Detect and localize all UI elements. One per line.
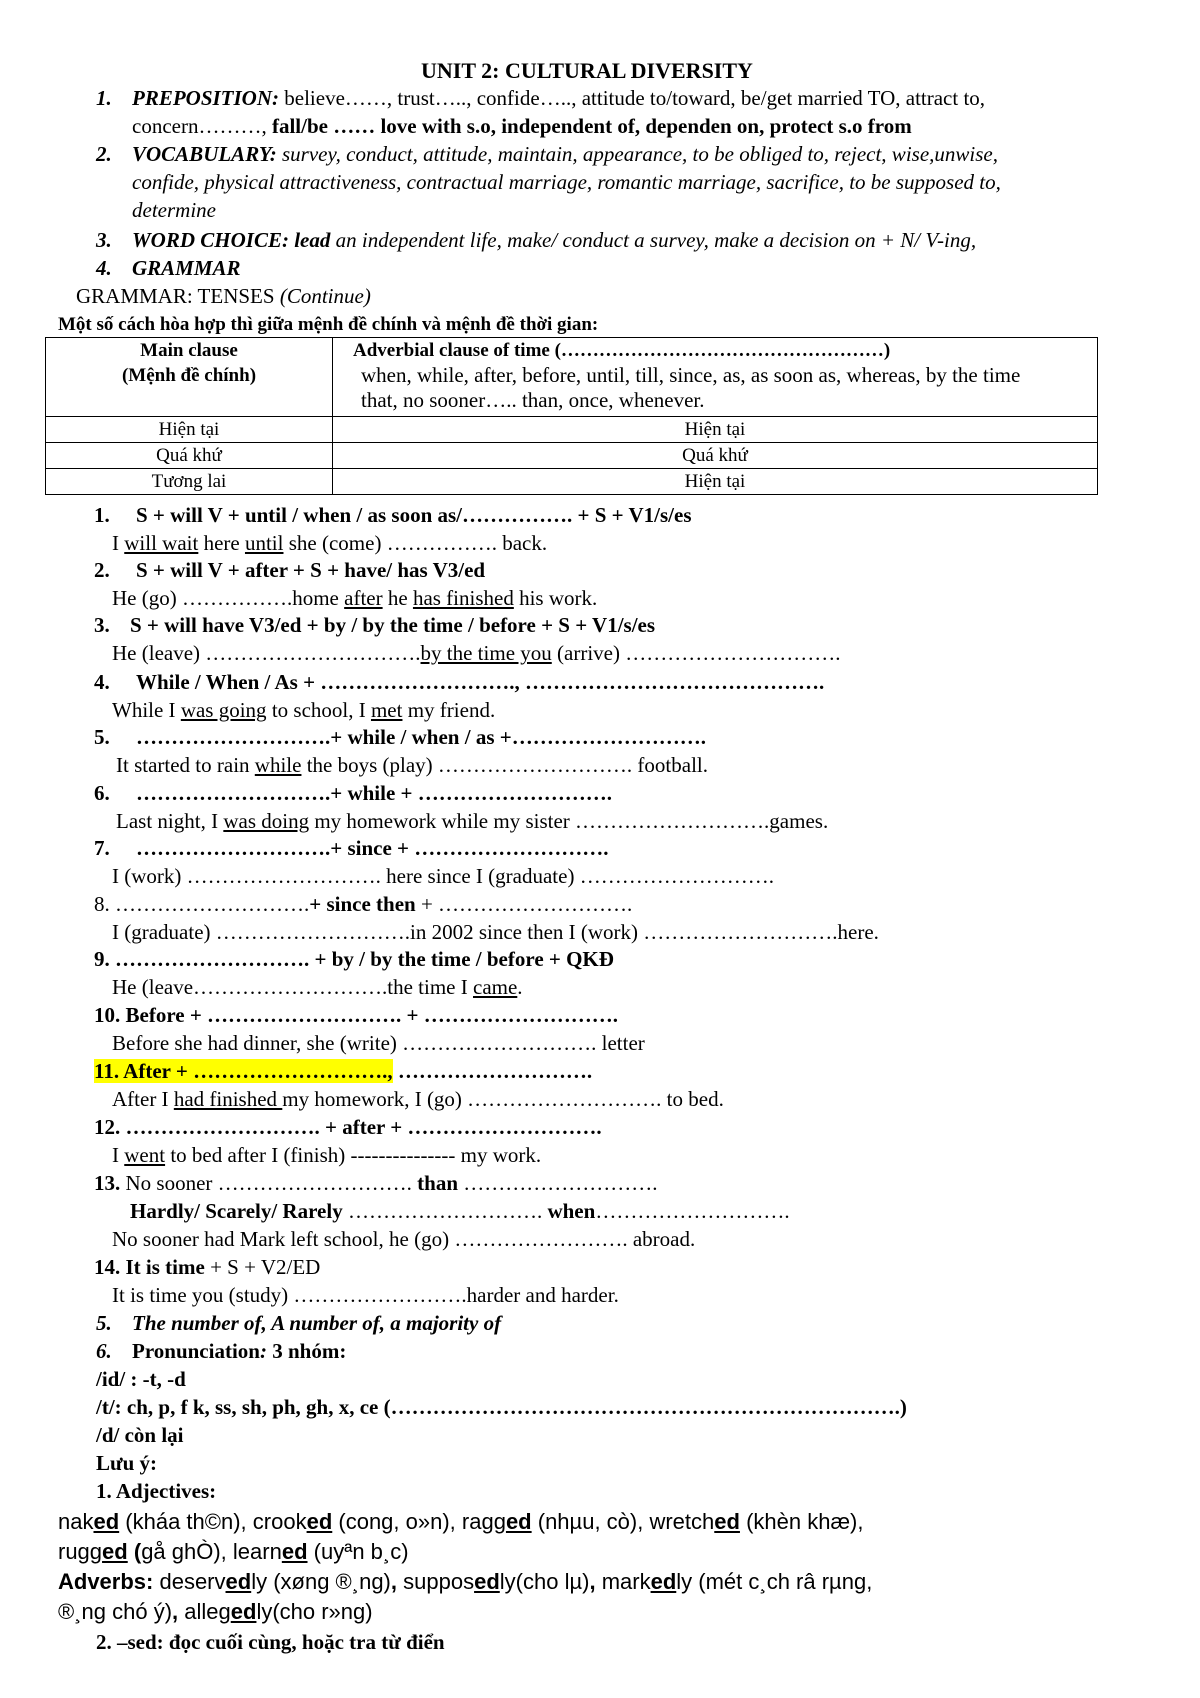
- section-number: 5.: [96, 1311, 112, 1335]
- example-3: He (leave) ………………………….by the time you (arrive) ………………………….: [112, 641, 841, 665]
- section-label: VOCABULARY:: [132, 142, 277, 166]
- table-row: [46, 443, 1098, 469]
- grammar-heading-text: GRAMMAR: TENSES: [76, 284, 280, 308]
- example-11: After I had finished my homework, I (go) ………………………. to bed.: [112, 1087, 724, 1111]
- formula-number: 10.: [94, 1003, 121, 1027]
- header-main-clause: [46, 338, 333, 417]
- section-text: survey, conduct, attitude, maintain, appearance, to be obliged to, reject, wise,unwise,: [276, 142, 998, 166]
- section-number: 2.: [96, 142, 112, 166]
- section-label: Pronunciation: [132, 1339, 260, 1363]
- page-title: UNIT 2: CULTURAL DIVERSITY: [421, 58, 753, 83]
- grammar-heading: [76, 283, 371, 310]
- section-word-choice: [96, 227, 976, 254]
- formula-number: 14.: [94, 1255, 121, 1279]
- formula-3: [94, 612, 655, 639]
- formula-10: [94, 1002, 618, 1029]
- formula-text: While / When / As + ………………………., …………………………………….: [136, 670, 825, 694]
- example-8: I (graduate) ……………………….in 2002 since then I (work) ……………………….here.: [112, 920, 879, 944]
- formula-text: ……………………….+ while / when / as +……………………….: [136, 725, 706, 749]
- formula-text: S + will have V3/ed + by / by the time / before + S + V1/s/es: [130, 613, 656, 637]
- formula-text: ………………………. + after + ……………………….: [120, 1115, 602, 1139]
- example-12: I went to bed after I (finish) --------------- my work.: [112, 1143, 542, 1167]
- adjectives-heading: 1. Adjectives:: [96, 1479, 217, 1503]
- pron-note: Lưu ý:: [96, 1451, 158, 1475]
- section-number: 3.: [96, 228, 112, 252]
- formula-8: 8. ……………………….+ since then + ……………………….: [94, 892, 633, 916]
- header-main-clause-sub: (Mệnh đề chính): [121, 365, 257, 386]
- formula-number: 4.: [94, 670, 110, 694]
- formula-number: 8.: [94, 892, 110, 916]
- header-main-clause-label: Main clause: [140, 340, 238, 361]
- adverbs-line-1: Adverbs: deservedly (xøng ®¸ng), supposedly(cho lµ), markedly (mét c¸ch râ rµng,: [58, 1569, 873, 1594]
- example-4: While I was going to school, I met my friend.: [112, 698, 496, 722]
- example-2: He (go) …………….home after he has finished his work.: [112, 586, 598, 610]
- formula-number: 3.: [94, 613, 110, 637]
- example-13: No sooner had Mark left school, he (go) ……………………. abroad.: [112, 1227, 696, 1251]
- formula-12: [94, 1114, 602, 1141]
- section-preposition-line2: [132, 113, 912, 140]
- section-vocabulary-line2: confide, physical attractiveness, contractual marriage, romantic marriage, sacrifice, to be supposed to,: [132, 170, 1001, 194]
- formula-4: [94, 669, 824, 696]
- section-text: an independent life, make/ conduct a survey, make a decision on + N/ V-ing,: [330, 228, 977, 252]
- section-number: 6.: [96, 1339, 112, 1363]
- formula-text: ……………………….+ since + ……………………….: [136, 836, 609, 860]
- formula-text: S + will V + after + S + have/ has V3/ed: [136, 558, 486, 582]
- header-adverbial-list: when, while, after, before, until, till, since, as, as soon as, whereas, by the time: [361, 363, 1021, 387]
- formula-number: 12.: [94, 1115, 121, 1139]
- section-vocabulary: [96, 141, 998, 168]
- cell-main: Hiện tại: [46, 417, 333, 443]
- table-header-row: [46, 338, 1098, 417]
- section-number-of: [96, 1310, 501, 1337]
- formula-2: [94, 557, 485, 584]
- section-number: 1.: [96, 86, 112, 110]
- example-1: I will wait here until she (come) ……………. back.: [112, 531, 548, 555]
- formula-number: 5.: [94, 725, 110, 749]
- table-row: [46, 469, 1098, 495]
- section-preposition: [96, 85, 985, 112]
- sed-note: 2. –sed: đọc cuối cùng, hoặc tra từ điển: [96, 1630, 445, 1654]
- section-label: PREPOSITION:: [132, 86, 280, 110]
- section-text: The number of, A number of, a majority of: [132, 1311, 502, 1335]
- formula-number: 9.: [94, 947, 110, 971]
- example-9: He (leave……………………….the time I came.: [112, 975, 523, 999]
- table-intro: Một số cách hòa hợp thì giữa mệnh đề chính và mệnh đề thời gian:: [58, 314, 599, 335]
- cell-adverbial: Hiện tại: [333, 417, 1098, 443]
- formula-text: ………………………. + by / by the time / before + QKĐ: [109, 947, 614, 971]
- formula-text: S + will V + until / when / as soon as/……………. + S + V1/s/es: [136, 503, 692, 527]
- example-7: I (work) ………………………. here since I (graduate) ……………………….: [112, 864, 774, 888]
- formula-14: 14. It is time + S + V2/ED: [94, 1255, 321, 1279]
- formula-number: 6.: [94, 781, 110, 805]
- section-grammar: [96, 255, 241, 282]
- formula-number: 11.: [94, 1059, 120, 1083]
- example-6: Last night, I was doing my homework while my sister ……………………….games.: [116, 809, 829, 833]
- formula-5: [94, 724, 706, 751]
- tense-agreement-table: [45, 337, 1098, 495]
- formula-number: 13.: [94, 1171, 121, 1195]
- cell-main: Tương lai: [46, 469, 333, 495]
- example-5: It started to rain while the boys (play) ………………………. football.: [116, 753, 708, 777]
- section-text: believe……, trust….., confide….., attitude to/toward, be/get married TO, attract to,: [279, 86, 986, 110]
- example-10: Before she had dinner, she (write) ………………………. letter: [112, 1031, 645, 1055]
- section-number: 4.: [96, 256, 112, 280]
- section-text: concern………,: [132, 114, 272, 138]
- section-text-bold: fall/be …… love with s.o, independent of, dependen on, protect s.o from: [271, 114, 912, 138]
- example-14: It is time you (study) …………………….harder and harder.: [112, 1283, 619, 1307]
- formula-number: 7.: [94, 836, 110, 860]
- grammar-heading-note: (Continue): [279, 284, 371, 308]
- formula-7: [94, 835, 609, 862]
- formula-text-highlighted: After + ……………………….,: [119, 1059, 393, 1083]
- header-adverbial-clause: [333, 338, 1098, 417]
- table-row: [46, 417, 1098, 443]
- formula-13b: Hardly/ Scarely/ Rarely ………………………. when……………………….: [130, 1199, 790, 1223]
- section-vocabulary-line3: determine: [132, 198, 216, 222]
- section-label: GRAMMAR: [132, 256, 241, 280]
- formula-13: 13. No sooner ………………………. than ……………………….: [94, 1171, 658, 1195]
- formula-text: Before + ………………………. + ……………………….: [120, 1003, 619, 1027]
- adjectives-line-2: rugged (gå ghÒ), learned (uyªn b¸c): [58, 1539, 409, 1564]
- formula-text: ……………………….+ while + ……………………….: [136, 781, 613, 805]
- cell-main: Quá khứ: [46, 443, 333, 469]
- adverbs-line-2: ®¸ng chó ý), allegedly(cho r»ng): [58, 1599, 373, 1624]
- formula-1: [94, 502, 692, 529]
- cell-adverbial: Quá khứ: [333, 443, 1098, 469]
- pron-t: /t/: ch, p, f k, ss, sh, ph, gh, x, ce (……………………………………………………………….): [96, 1395, 907, 1419]
- formula-11: 11. After + ………………………., ……………………….: [94, 1059, 593, 1083]
- formula-9: [94, 946, 614, 973]
- section-pronunciation: 6. Pronunciation: 3 nhóm:: [96, 1339, 347, 1363]
- header-adverbial-list-2: that, no sooner….. than, once, whenever.: [361, 388, 705, 412]
- pron-id: /id/ : -t, -d: [96, 1367, 186, 1391]
- formula-6: [94, 780, 612, 807]
- header-adverbial-label: Adverbial clause of time (……………………………………………): [353, 340, 891, 361]
- pron-d: /d/ còn lại: [96, 1423, 184, 1447]
- adverbs-label: Adverbs:: [58, 1569, 154, 1594]
- cell-adverbial: Hiện tại: [333, 469, 1098, 495]
- adjectives-line-1: naked (kháa th©n), crooked (cong, o»n), ragged (nhµu, cò), wretched (khèn khæ),: [58, 1509, 864, 1534]
- formula-number: 1.: [94, 503, 110, 527]
- section-label: WORD CHOICE: lead: [132, 228, 331, 252]
- formula-number: 2.: [94, 558, 110, 582]
